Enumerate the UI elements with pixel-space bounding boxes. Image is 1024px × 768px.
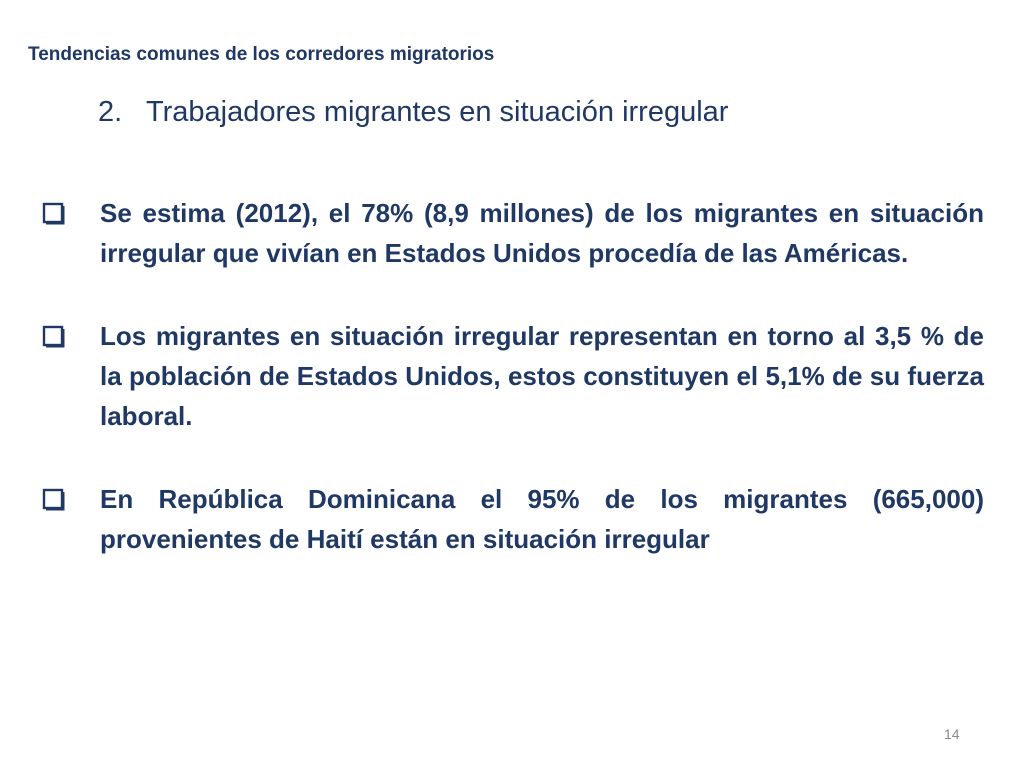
subtitle-number: 2. <box>98 96 123 128</box>
bullet-text: Los migrantes en situación irregular representan en torno al 3,5 % de la población de Estados Unidos, estos constituyen el 5,1% de su fuerza laboral. <box>100 321 984 431</box>
slide-header: Tendencias comunes de los corredores migratorios <box>28 44 495 65</box>
checkbox-square-icon <box>40 200 66 226</box>
bullet-text: Se estima (2012), el 78% (8,9 millones) de los migrantes en situación irregular que vivían en Estados Unidos procedía de las Américas. <box>100 198 984 268</box>
bullet-item <box>40 316 984 436</box>
page-number: 14 <box>944 726 960 742</box>
checkbox-square-icon <box>40 486 66 512</box>
bullet-list <box>40 193 984 602</box>
bullet-text: En República Dominicana el 95% de los migrantes (665,000) provenientes de Haití están en situación irregular <box>100 484 984 554</box>
checkbox-square-icon <box>40 323 66 349</box>
bullet-item <box>40 479 984 559</box>
slide-subtitle <box>98 96 728 129</box>
bullet-item <box>40 193 984 273</box>
subtitle-text: Trabajadores migrantes en situación irregular <box>146 96 729 128</box>
